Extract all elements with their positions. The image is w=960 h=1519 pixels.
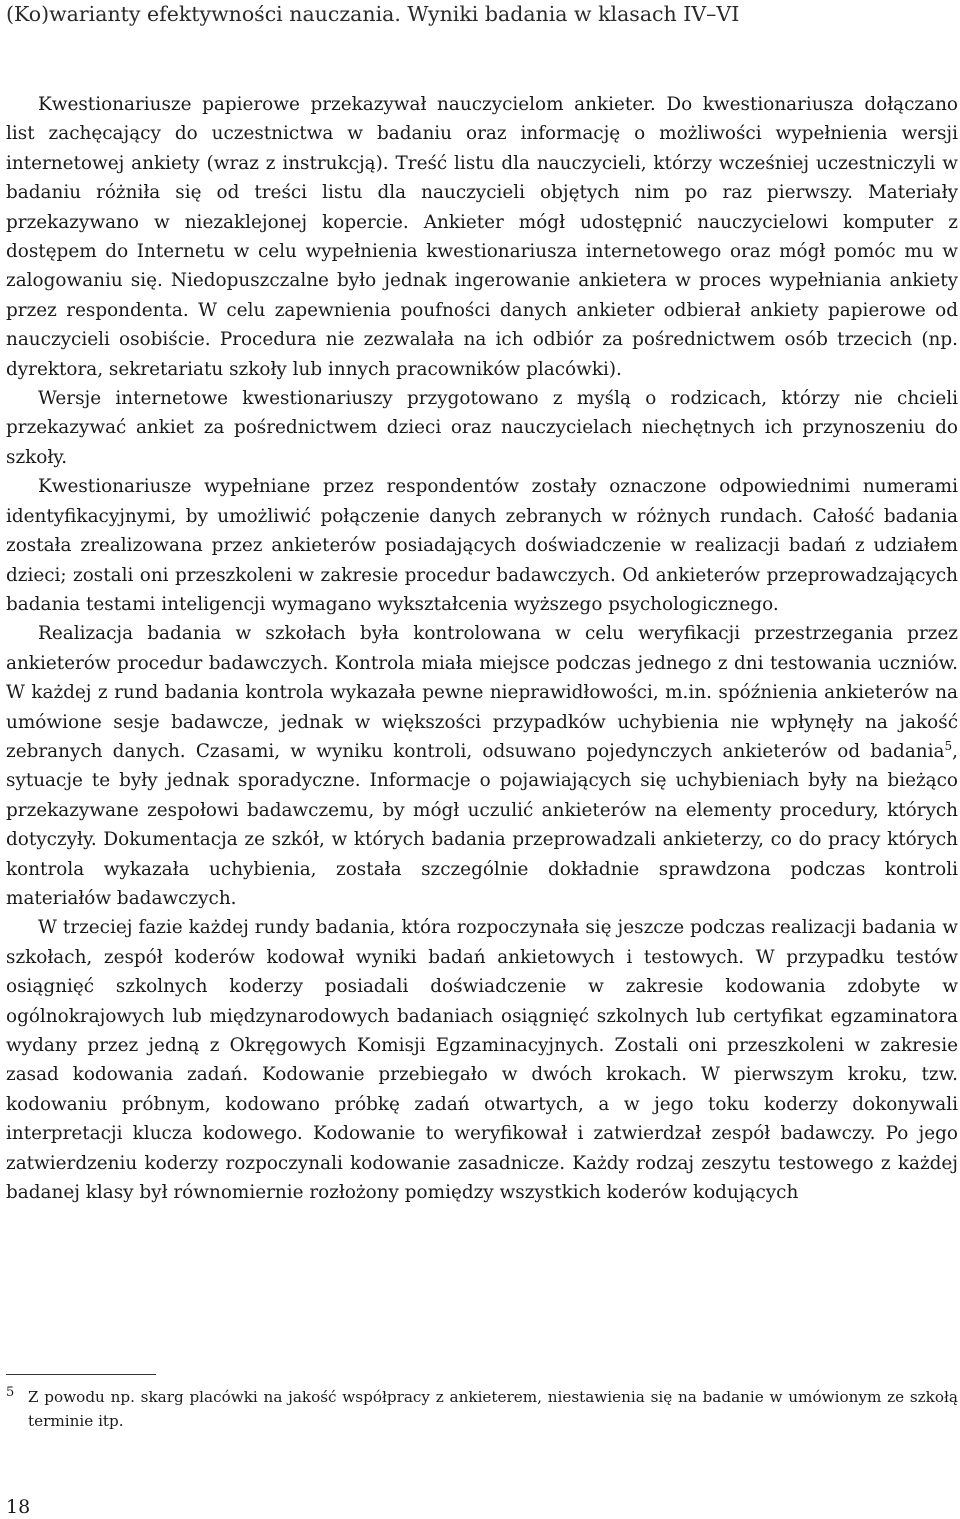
running-header: (Ko)warianty efektywności nauczania. Wyniki badania w klasach IV–VI [6,2,740,26]
footnote-mark: 5 [6,1385,15,1400]
paragraph-5: W trzeciej fazie każdej rundy badania, która rozpoczynała się jeszcze podczas realizacji badania w szkołach, zespół koderów kodował wyniki badań ankietowych i testowych. W przypadku testów osiągnięć szkolnych koderzy posiadali doświadczenie w zakresie kodowania zdobyte w ogólnokrajowych lub międzynarodowych badaniach osiągnięć szkolnych lub certyfikat egzaminatora wydany przez jedną z Okręgowych Komisji Egzaminacyjnych. Zostali oni przeszkoleni w zakresie zasad kodowania zadań. Kodowanie przebiegało w dwóch krokach. W pierwszym kroku, tzw. kodowaniu próbnym, kodowano próbkę zadań otwartych, a w jego toku koderzy dokonywali interpretacji klucza kodowego. Kodowanie to weryfikował i zatwierdzał zespół badawczy. Po jego zatwierdzeniu koderzy rozpoczynali kodowanie zasadnicze. Każdy rodzaj zeszytu testowego z każdej badanej klasy był równomiernie rozłożony pomiędzy wszystkich koderów kodujących [6,917,958,1204]
footnote-divider [6,1374,156,1375]
footnote-text: Z powodu np. skarg placówki na jakość współpracy z ankieterem, niestawienia się na badanie w umówionym ze szkołą terminie itp. [28,1388,958,1430]
page-number: 18 [6,1496,31,1518]
paragraph-4-part-1: Realizacja badania w szkołach była kontrolowana w celu weryfikacji przestrzegania przez ankieterów procedur badawczych. Kontrola miała miejsce podczas jednego z dni testowania uczniów. W każdej z rund badania kontrola wykazała pewne nieprawidłowości, m.in. spóźnienia ankieterów na umówione sesje badawcze, jednak w większości przypadków uchybienia nie wpłynęły na jakość zebranych danych. Czasami, w wyniku kontroli, odsuwano pojedynczych ankieterów od badania [6,623,958,762]
footnote [6,1385,958,1433]
body-text [6,90,958,1207]
paragraph-1: Kwestionariusze papierowe przekazywał nauczycielom ankieter. Do kwestionariusza dołączano list zachęcający do uczestnictwa w badaniu oraz informację o możliwości wypełnienia wersji internetowej ankiety (wraz z instrukcją). Treść listu dla nauczycieli, którzy wcześniej uczestniczyli w badaniu różniła się od treści listu dla nauczycieli objętych nim po raz pierwszy. Materiały przekazywano w niezaklejonej kopercie. Ankieter mógł udostępnić nauczycielowi komputer z dostępem do Internetu w celu wypełnienia kwestionariusza internetowego oraz mógł pomóc mu w zalogowaniu się. Niedopuszczalne było jednak ingerowanie ankietera w proces wypełniania ankiety przez respondenta. W celu zapewnienia poufności danych ankieter odbierał ankiety papierowe od nauczycieli osobiście. Procedura nie zezwalała na ich odbiór za pośrednictwem osób trzecich (np. dyrektora, sekretariatu szkoły lub innych pracowników placówki). [6,94,958,380]
paragraph-4-part-2: , sytuacje te były jednak sporadyczne. Informacje o pojawiających się uchybieniach były na bieżąco przekazywane zespołowi badawczemu, by mógł uczulić ankieterów na elementy procedury, których dotyczyły. Dokumentacja ze szkół, w których badania przeprowadzali ankieterzy, co do pracy których kontrola wykazała uchybienia, została szczególnie dokładnie sprawdzona podczas kontroli materiałów badawczych. [6,740,958,909]
paragraph-3: Kwestionariusze wypełniane przez respondentów zostały oznaczone odpowiednimi numerami identyfikacyjnymi, by umożliwić połączenie danych zebranych w różnych rundach. Całość badania została zrealizowana przez ankieterów posiadających doświadczenie w realizacji badań z udziałem dzieci; zostali oni przeszkoleni w zakresie procedur badawczych. Od ankieterów przeprowadzających badania testami inteligencji wymagano wykształcenia wyższego psychologicznego. [6,476,958,615]
footnote-reference[interactable]: 5 [944,738,953,753]
paragraph-4 [6,619,958,913]
paragraph-2: Wersje internetowe kwestionariuszy przygotowano z myślą o rodzicach, którzy nie chcieli przekazywać ankiet za pośrednictwem dzieci oraz nauczycielach niechętnych ich przynoszeniu do szkoły. [6,388,958,468]
